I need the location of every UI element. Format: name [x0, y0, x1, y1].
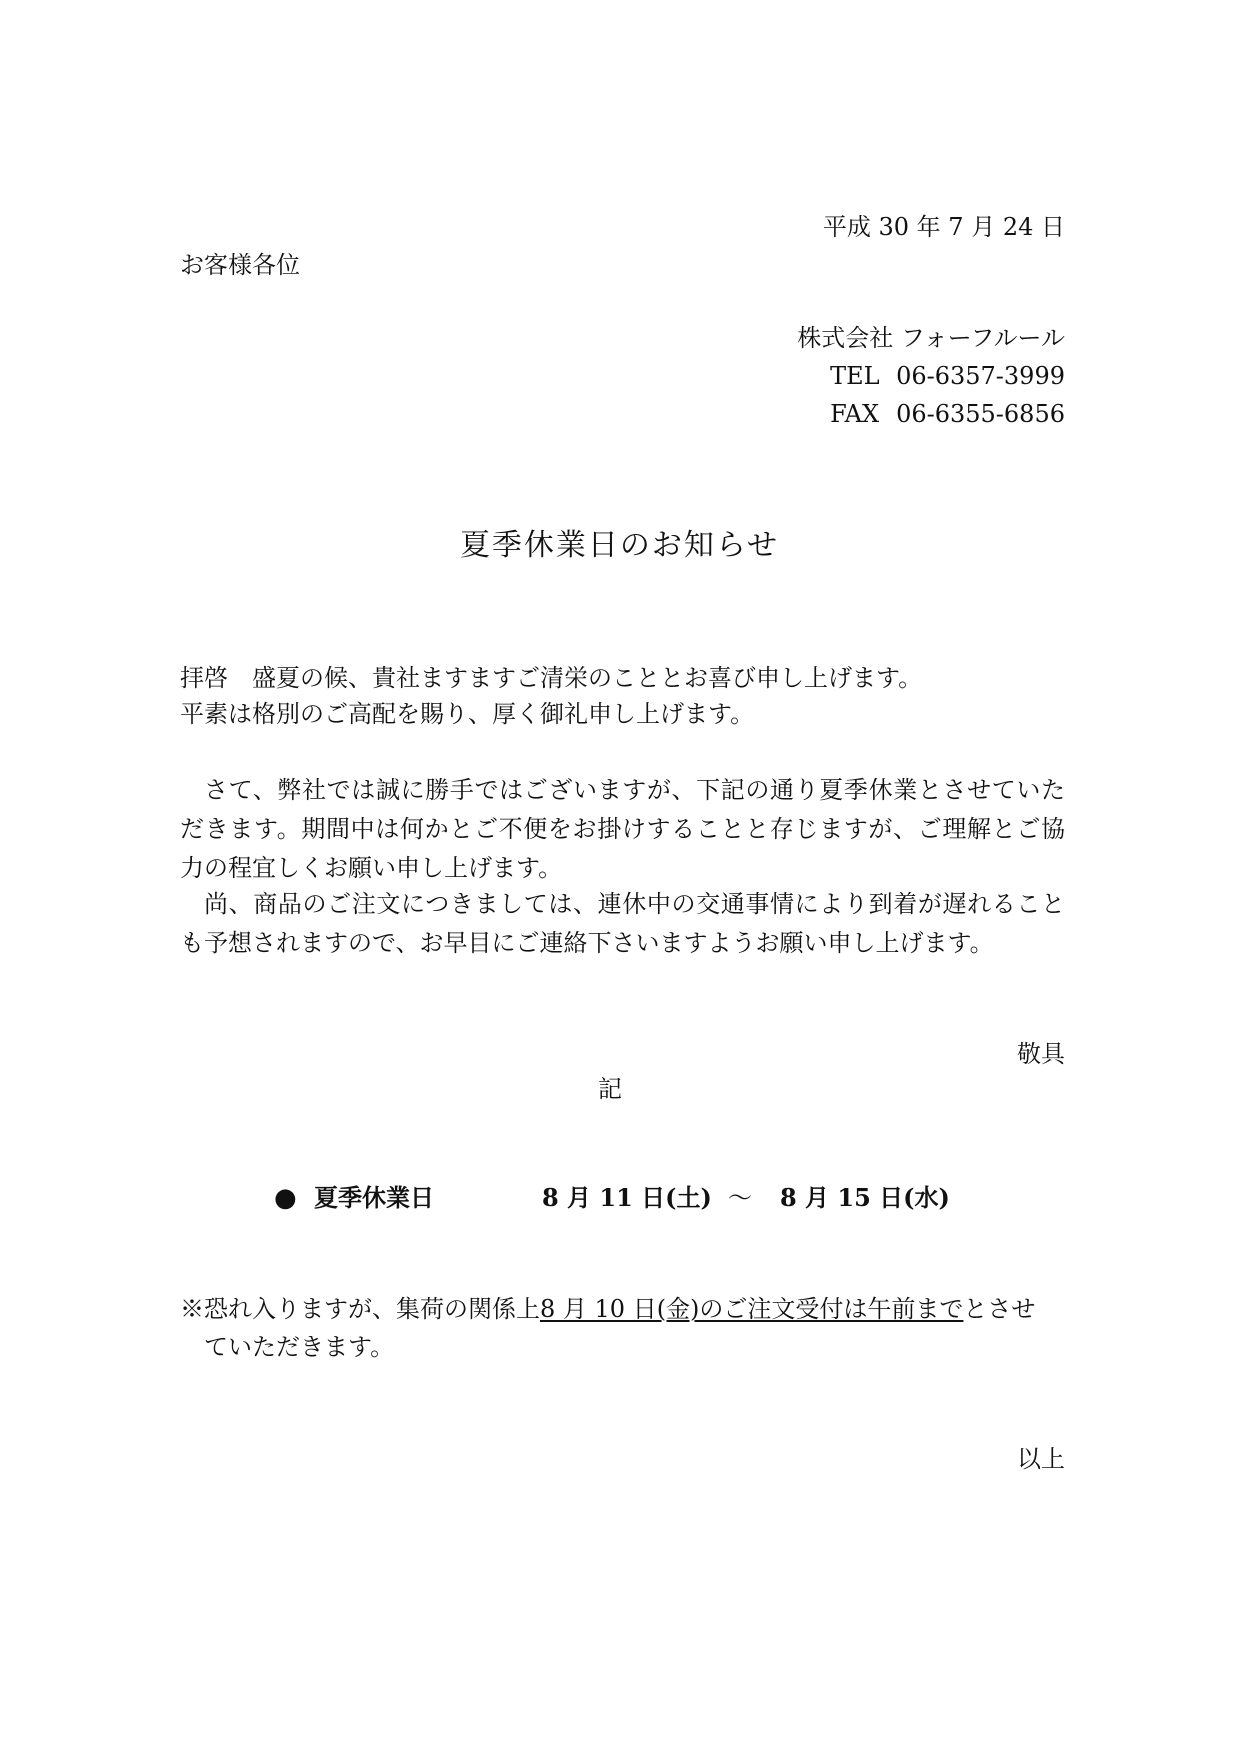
ki-marker: 記 — [598, 1075, 622, 1103]
holiday-tilde: ～ — [728, 1184, 752, 1212]
body-paragraph-1: さて、弊社では誠に勝手ではございますが、下記の通り夏季休業とさせていただきます。期間中は何かとご不便をお掛けすることと存じますが、ご理解とご協力の程宜しくお願い申し上げます。 — [180, 776, 1065, 882]
sender-tel — [830, 360, 1065, 392]
fax-label: FAX — [830, 400, 880, 428]
document-title: 夏季休業日のお知らせ — [459, 528, 780, 563]
body-paragraph-2: 尚、商品のご注文につきましては、連休中の交通事情により到着が遅れることも予想されますので、お早目にご連絡下さいますようお願い申し上げます。 — [180, 890, 1065, 957]
greeting-line-2: 平素は格別のご高配を賜り、厚く御礼申し上げます。 — [180, 700, 755, 728]
holiday-label: 夏季休業日 — [314, 1183, 434, 1212]
tel-label: TEL — [830, 362, 880, 390]
holiday-start: 8 月 11 日(土) — [542, 1183, 712, 1212]
sender-company: 株式会社 フォーフルール — [797, 324, 1065, 352]
note-underlined: 8 月 10 日(金)のご注文受付は午前まで — [540, 1295, 964, 1323]
closing-keigu: 敬具 — [1017, 1040, 1065, 1068]
holiday-end: 8 月 15 日(水) — [780, 1183, 950, 1212]
bullet-icon: ● — [274, 1183, 297, 1213]
holiday-period — [274, 1182, 950, 1214]
end-mark: 以上 — [1017, 1445, 1065, 1473]
note-prefix: ※恐れ入りますが、集荷の関係上 — [180, 1295, 540, 1323]
recipient: お客様各位 — [180, 251, 300, 279]
fax-number: 06-6355-6856 — [896, 400, 1065, 428]
note-suffix: とさせ — [963, 1295, 1036, 1323]
greeting-line-1: 拝啓 盛夏の候、貴社ますますご清栄のこととお喜び申し上げます。 — [180, 664, 923, 692]
note-line-2: ていただきます。 — [204, 1333, 395, 1361]
note — [180, 1290, 1065, 1366]
sender-fax — [830, 398, 1065, 430]
document-date: 平成 30 年 7 月 24 日 — [822, 213, 1065, 241]
tel-number: 06-6357-3999 — [896, 362, 1065, 390]
